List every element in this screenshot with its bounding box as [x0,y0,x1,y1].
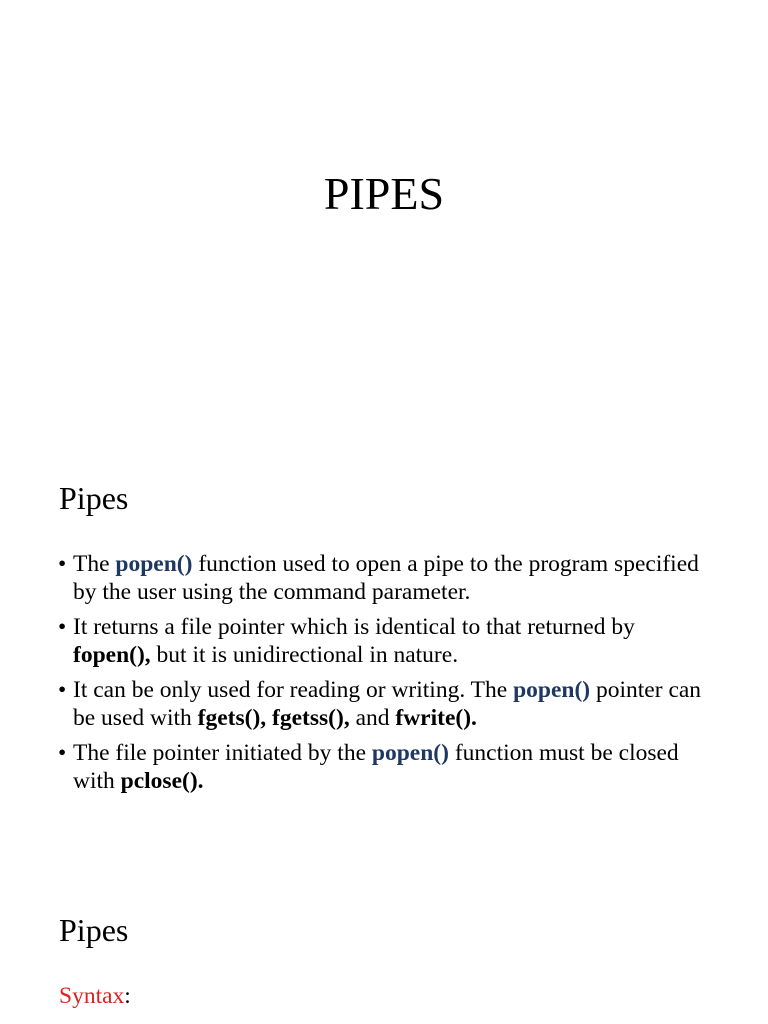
slide-title: PIPES [323,168,445,219]
syntax-colon: : [124,983,131,1009]
bullet-marker: • [58,677,67,703]
bullet-text: but it is unidirectional in nature. [150,642,459,668]
bullet-marker: • [58,551,67,577]
syntax-line [59,982,131,1010]
pipes-slide [0,432,768,864]
keyword-fwrite: fwrite(). [395,705,477,731]
bullet-text: function used to open a pipe to the program specified by the user using the command parameter. [73,551,699,605]
syntax-slide [0,864,768,1024]
keyword-popen: popen() [371,740,449,766]
keyword-popen: popen() [115,551,193,577]
title-slide [0,0,768,432]
keyword-fopen: fopen(), [73,642,151,668]
bullet-text: It returns a file pointer which is identical to that returned by [73,614,635,640]
bullet-item [58,550,708,606]
bullet-list [58,550,708,802]
keyword-pclose: pclose(). [120,768,204,794]
bullet-text: pointer can be used with [73,677,702,731]
bullet-text: and [349,705,396,731]
bullet-marker: • [58,614,67,640]
bullet-text: function must be closed with [73,740,679,794]
bullet-text: It can be only used for reading or writing. The [73,677,514,703]
bullet-marker: • [58,740,67,766]
bullet-item [58,613,708,669]
slide-heading: Pipes [59,480,129,516]
bullet-text: The [73,551,116,577]
keyword-popen: popen() [513,677,591,703]
bullet-item [58,739,708,795]
slide-heading: Pipes [59,912,129,948]
bullet-text: The file pointer initiated by the [73,740,372,766]
syntax-label: Syntax [59,983,125,1009]
keyword-fgets: fgets(), fgetss(), [197,705,350,731]
bullet-item [58,676,708,732]
